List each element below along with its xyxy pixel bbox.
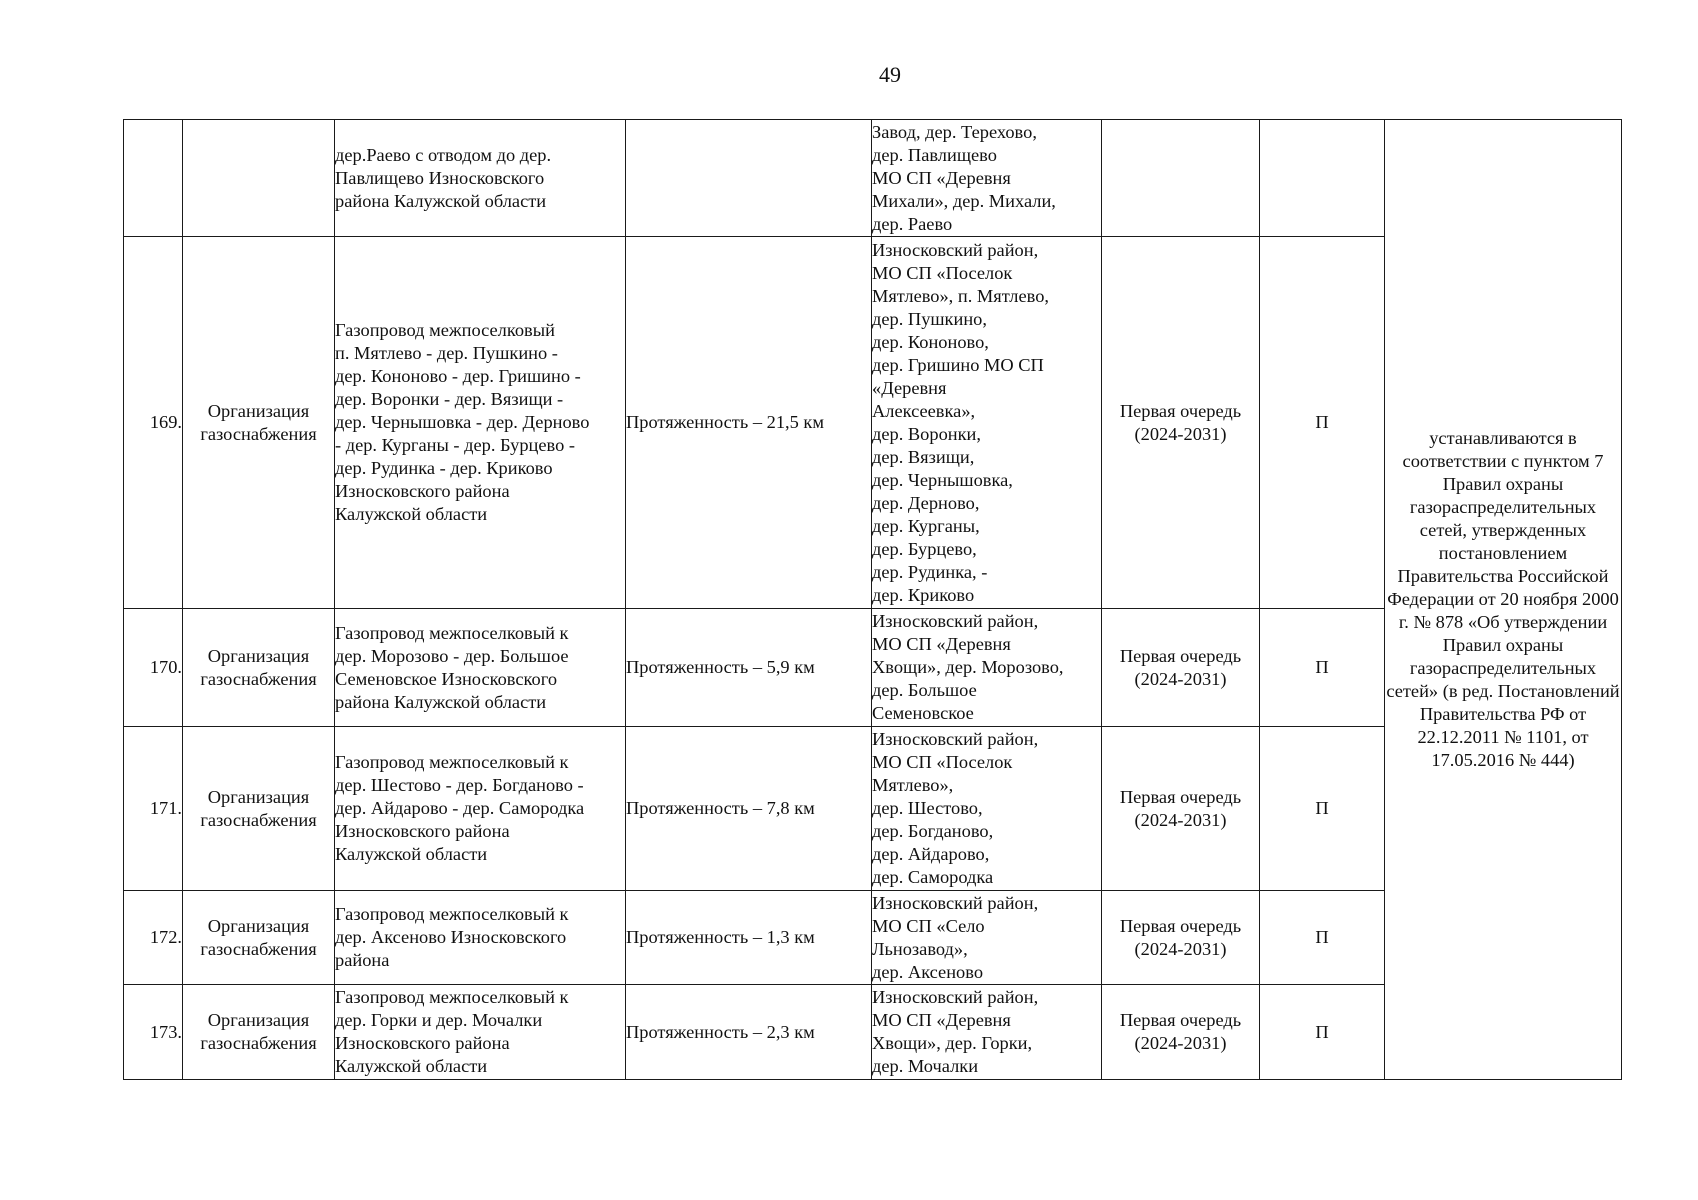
location-text: Износковский район, МО СП «Поселок Мятлево», п. Мятлево, дер. Пушкино, дер. Кононово, дер. Гришино МО СП «Деревня Алексеевка», дер. Воронки, дер. Вязищи, дер. Чернышовка, дер. Дерново, дер. Курганы, дер. Бурцево, дер. Рудинка, - дер. Криково — [872, 239, 1049, 605]
object-name-cell: дер.Раево с отводом до дер. Павлищево Износковского района Калужской области — [335, 120, 626, 237]
location-cell — [872, 237, 1102, 609]
stage-cell: Первая очередь (2024-2031) — [1102, 891, 1260, 985]
location-text: Износковский район, МО СП «Село Льнозавод», дер. Аксеново — [872, 892, 1039, 982]
location-text: Износковский район, МО СП «Поселок Мятлево», дер. Шестово, дер. Богданово, дер. Айдарово, дер. Самородка — [872, 729, 1039, 887]
location-cell — [872, 609, 1102, 727]
table-row-continuation — [124, 120, 1622, 237]
status-cell: П — [1260, 891, 1385, 985]
parameter-cell — [626, 120, 872, 237]
parameter-cell: Протяженность – 2,3 км — [626, 985, 872, 1080]
object-name-cell: Газопровод межпоселковый к дер. Морозово - дер. Большое Семеновское Износковского района Калужской области — [335, 609, 626, 727]
parameter-cell: Протяженность – 21,5 км — [626, 237, 872, 609]
location-text: Износковский район, МО СП «Деревня Хвощи», дер. Горки, дер. Мочалки — [872, 987, 1039, 1076]
row-number-cell: 170. — [124, 609, 183, 727]
stage-cell — [1102, 120, 1260, 237]
stage-cell: Первая очередь (2024-2031) — [1102, 237, 1260, 609]
parameter-cell: Протяженность – 7,8 км — [626, 727, 872, 891]
object-name-cell: Газопровод межпоселковый п. Мятлево - дер. Пушкино - дер. Кононово - дер. Гришино - дер. Воронки - дер. Вязищи - дер. Чернышовка - дер. Дерново - дер. Курганы - дер. Бурцево - дер. Рудинка - дер. Криково Износковского района Калужской области — [335, 237, 626, 609]
location-cell — [872, 891, 1102, 985]
row-number-cell: 173. — [124, 985, 183, 1080]
object-name-cell: Газопровод межпоселковый к дер. Шестово - дер. Богданово - дер. Айдарово - дер. Самородка Износковского района Калужской области — [335, 727, 626, 891]
location-cell — [872, 727, 1102, 891]
location-cell — [872, 985, 1102, 1080]
page-number: 49 — [879, 62, 901, 87]
row-number-cell — [124, 120, 183, 237]
status-cell — [1260, 120, 1385, 237]
row-number-cell: 169. — [124, 237, 183, 609]
object-name-cell: Газопровод межпоселковый к дер. Аксеново Износковского района — [335, 891, 626, 985]
object-type-cell: Организация газоснабжения — [183, 727, 335, 891]
location-cell: Завод, дер. Терехово, дер. Павлищево МО СП «Деревня Михали», дер. Михали, дер. Раево — [872, 120, 1102, 237]
location-text: Износковский район, МО СП «Деревня Хвощи», дер. Морозово, дер. Большое Семеновское — [872, 611, 1064, 723]
security-zone-note: устанавливаются в соответствии с пунктом 7 Правил охраны газораспределительных сетей, утвержденных постановлением Правительства Российской Федерации от 20 ноября 2000 г. № 878 «Об утверждении Правил охраны газораспределительных сетей» (в ред. Постановлений Правительства РФ от 22.12.2011 № 1101, от 17.05.2016 № 444) — [1385, 120, 1622, 1080]
object-type-cell: Организация газоснабжения — [183, 237, 335, 609]
parameter-cell: Протяженность – 1,3 км — [626, 891, 872, 985]
status-cell: П — [1260, 609, 1385, 727]
object-type-cell: Организация газоснабжения — [183, 891, 335, 985]
object-type-cell: Организация газоснабжения — [183, 985, 335, 1080]
object-name-cell: Газопровод межпоселковый к дер. Горки и дер. Мочалки Износковского района Калужской области — [335, 985, 626, 1080]
parameter-cell: Протяженность – 5,9 км — [626, 609, 872, 727]
object-type-cell: Организация газоснабжения — [183, 609, 335, 727]
status-cell: П — [1260, 727, 1385, 891]
status-cell: П — [1260, 237, 1385, 609]
gas-supply-table — [123, 119, 1622, 1080]
status-cell: П — [1260, 985, 1385, 1080]
row-number-cell: 172. — [124, 891, 183, 985]
object-type-cell — [183, 120, 335, 237]
stage-cell: Первая очередь (2024-2031) — [1102, 609, 1260, 727]
stage-cell: Первая очередь (2024-2031) — [1102, 727, 1260, 891]
row-number-cell: 171. — [124, 727, 183, 891]
stage-cell: Первая очередь (2024-2031) — [1102, 985, 1260, 1080]
